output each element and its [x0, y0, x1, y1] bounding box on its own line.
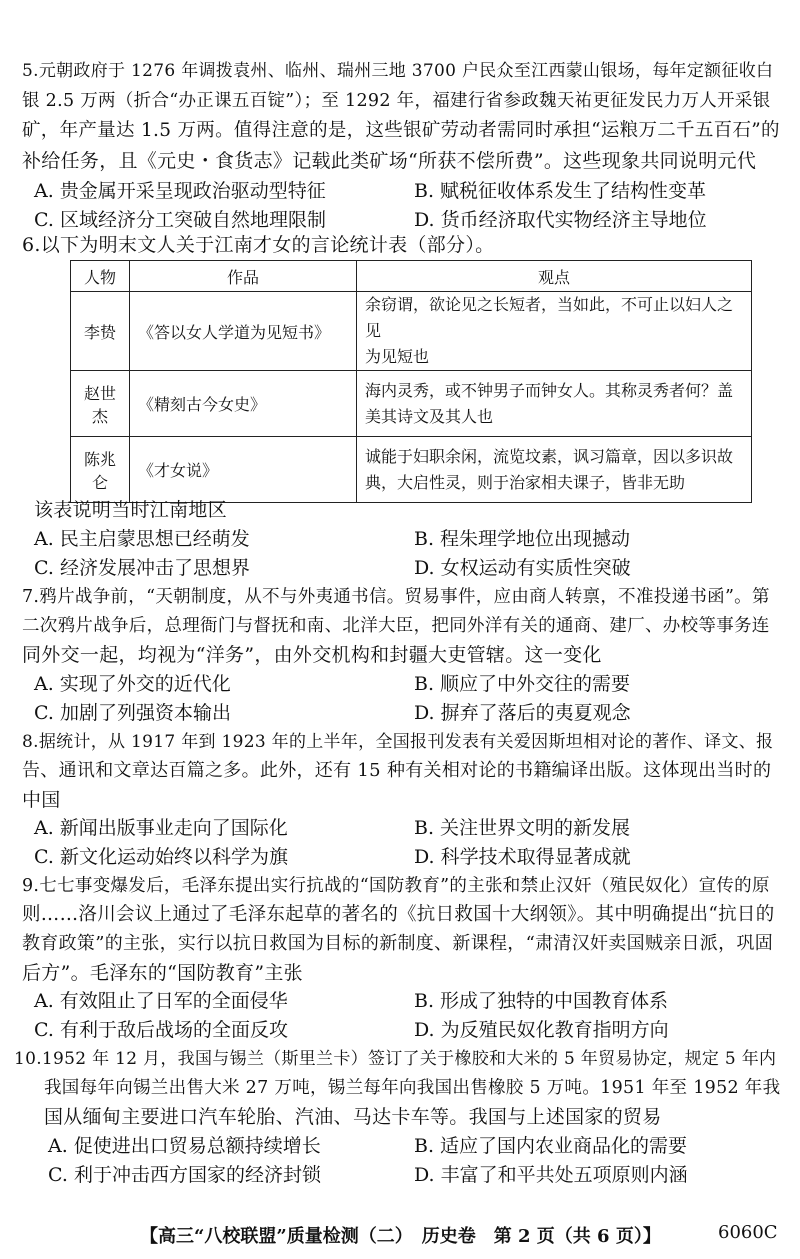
q8-option-b[interactable]: B. 关注世界文明的新发展 [414, 817, 631, 839]
q5-line-2: 银 2.5 万两（折合“办正课五百锭”）；至 1292 年，福建行省参政魏天祐更征发民力万人开采银 [22, 91, 771, 111]
cell-view [357, 371, 752, 437]
table-row [71, 437, 752, 503]
view-line: 余窃谓，欲论见之长短者，当如此，不可止以妇人之见 [365, 295, 734, 340]
q9-line-1: 9.七七事变爆发后，毛泽东提出实行抗战的“国防教育”的主张和禁止汉奸（殖民奴化）宣传的原 [22, 876, 770, 896]
q9-option-b[interactable]: B. 形成了独特的中国教育体系 [414, 990, 669, 1012]
q7-line-2: 二次鸦片战争后，总理衙门与督抚和南、北洋大臣，把同外洋有关的通商、建厂、办校等事务连 [22, 616, 770, 636]
q9-line-4: 后方”。毛泽东的“国防教育”主张 [22, 962, 303, 984]
cell-work: 《答以女人学道为见短书》 [130, 292, 357, 371]
q10-line-2: 我国每年向锡兰出售大米 27 万吨，锡兰每年向我国出售橡胶 5 万吨。1951 年至 1952 年我 [44, 1078, 781, 1098]
cell-person: 陈兆仑 [71, 437, 130, 503]
q5-option-b[interactable]: B. 赋税征收体系发生了结构性变革 [414, 180, 707, 202]
q10-line-1: 10.1952 年 12 月，我国与锡兰（斯里兰卡）签订了关于橡胶和大米的 5 年贸易协定，规定 5 年内 [14, 1049, 777, 1069]
q8-option-d[interactable]: D. 科学技术取得显著成就 [414, 846, 631, 868]
q6-stem-end: 该表说明当时江南地区 [34, 499, 228, 521]
q7-line-1: 7.鸦片战争前，“天朝制度，从不与外夷通书信。贸易事件，应由商人转禀，不准投递书函”。第 [22, 587, 770, 607]
q6-line-1: 6.以下为明末文人关于江南才女的言论统计表（部分）。 [22, 234, 495, 256]
cell-work: 《才女说》 [130, 437, 357, 503]
quote-table [70, 260, 752, 503]
view-line: 美其诗文及其人也 [365, 406, 494, 426]
q9-line-3: 教育政策”的主张，实行以抗日救国为目标的新制度、新课程，“肃清汉奸卖国贼亲日派，巩固 [22, 933, 773, 954]
q10-option-c[interactable]: C. 利于冲击西方国家的经济封锁 [48, 1164, 321, 1186]
q5-option-a[interactable]: A. 贵金属开采呈现政治驱动型特征 [34, 180, 326, 202]
header-person: 人物 [71, 261, 130, 292]
view-line: 典，大启性灵，则于治家相夫课子，皆非无助 [365, 472, 686, 492]
q9-option-c[interactable]: C. 有利于敌后战场的全面反攻 [34, 1019, 288, 1041]
cell-view [357, 292, 752, 371]
q8-line-3: 中国 [22, 789, 61, 811]
q8-line-2: 告、通讯和文章达百篇之多。此外，还有 15 种有关相对论的书籍编译出版。这体现出当时的 [22, 760, 772, 781]
q5-line-1: 5.元朝政府于 1276 年调拨袁州、临州、瑞州三地 3700 户民众至江西蒙山银场，每年定额征收白 [22, 61, 774, 81]
q8-option-c[interactable]: C. 新文化运动始终以科学为旗 [34, 846, 288, 868]
q7-option-d[interactable]: D. 摒弃了落后的夷夏观念 [414, 702, 631, 724]
view-line: 海内灵秀，或不钟男子而钟女人。其称灵秀者何？盖 [365, 380, 734, 400]
q9-option-d[interactable]: D. 为反殖民奴化教育指明方向 [414, 1019, 669, 1041]
q6-option-b[interactable]: B. 程朱理学地位出现撼动 [414, 528, 631, 550]
q6-option-d[interactable]: D. 女权运动有实质性突破 [414, 557, 631, 579]
q5-option-c[interactable]: C. 区域经济分工突破自然地理限制 [34, 209, 326, 231]
q9-option-a[interactable]: A. 有效阻止了日军的全面侵华 [34, 990, 288, 1012]
view-line: 诚能于妇职余闲，流览坟素，讽习篇章，因以多识故 [365, 446, 734, 466]
table-header-row [71, 261, 752, 292]
q6-option-c[interactable]: C. 经济发展冲击了思想界 [34, 557, 250, 579]
header-view: 观点 [357, 261, 752, 292]
table-row [71, 292, 752, 371]
q10-option-d[interactable]: D. 丰富了和平共处五项原则内涵 [414, 1164, 688, 1186]
q9-line-2: 则……洛川会议上通过了毛泽东起草的著名的《抗日救国十大纲领》。其中明确提出“抗日的 [22, 904, 775, 925]
q5-line-4: 补给任务，且《元史・食货志》记载此类矿场“所获不偿所费”。这些现象共同说明元代 [22, 150, 757, 172]
q10-option-b[interactable]: B. 适应了国内农业商品化的需要 [414, 1135, 688, 1157]
cell-person: 赵世杰 [71, 371, 130, 437]
q5-option-d[interactable]: D. 货币经济取代实物经济主导地位 [414, 209, 707, 231]
q7-line-3: 同外交一起，均视为“洋务”，由外交机构和封疆大吏管辖。这一变化 [22, 644, 602, 666]
q10-option-a[interactable]: A. 促使进出口贸易总额持续增长 [48, 1135, 321, 1157]
header-work: 作品 [130, 261, 357, 292]
cell-person: 李贽 [71, 292, 130, 371]
q6-option-a[interactable]: A. 民主启蒙思想已经萌发 [34, 528, 250, 550]
cell-view [357, 437, 752, 503]
q5-line-3: 矿，年产量达 1.5 万两。值得注意的是，这些银矿劳动者需同时承担“运粮万二千五百石”的 [22, 120, 780, 141]
exam-code: 6060C [718, 1222, 778, 1243]
table-row [71, 371, 752, 437]
q10-line-3: 国从缅甸主要进口汽车轮胎、汽油、马达卡车等。我国与上述国家的贸易 [44, 1106, 662, 1128]
q7-option-c[interactable]: C. 加剧了列强资本输出 [34, 702, 231, 724]
q8-option-a[interactable]: A. 新闻出版事业走向了国际化 [34, 817, 288, 839]
page-footer: 【高三“八校联盟”质量检测（二） 历史卷 第 2 页（共 6 页）】 [140, 1226, 661, 1247]
cell-work: 《精刻古今女史》 [130, 371, 357, 437]
view-line: 为见短也 [365, 347, 430, 366]
q8-line-1: 8.据统计，从 1917 年到 1923 年的上半年，全国报刊发表有关爱因斯坦相对论的著作、译文、报 [22, 732, 774, 752]
q7-option-b[interactable]: B. 顺应了中外交往的需要 [414, 673, 631, 695]
q7-option-a[interactable]: A. 实现了外交的近代化 [34, 673, 231, 695]
